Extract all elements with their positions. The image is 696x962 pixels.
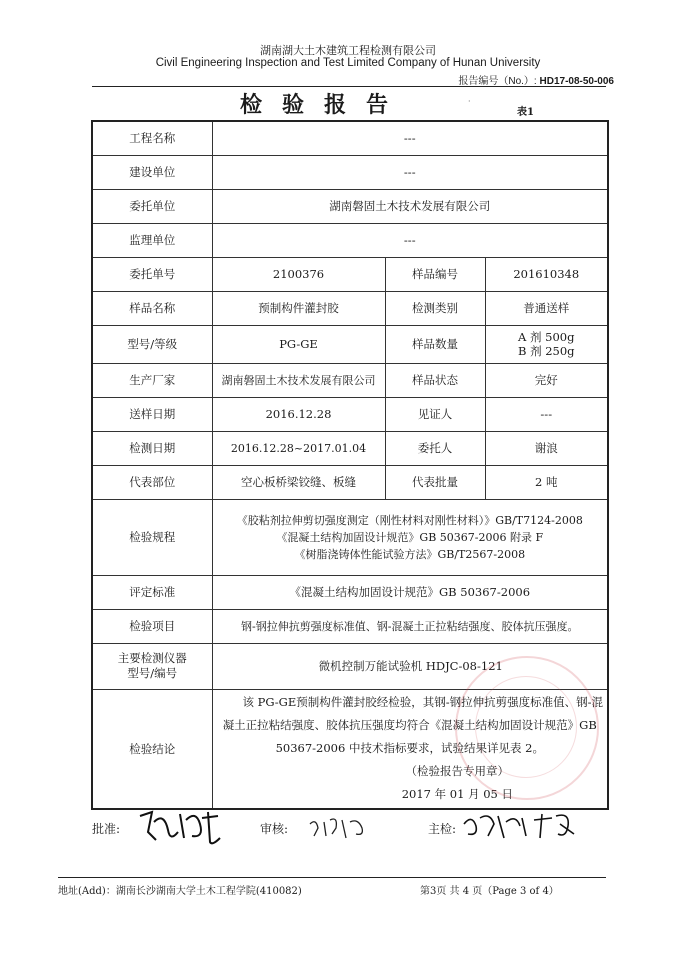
seal-note: （检验报告专用章）	[405, 764, 510, 779]
manufacturer-label: 生产厂家	[92, 363, 212, 397]
sample-quantity-label: 样品数量	[385, 325, 485, 363]
client-person-label: 委托人	[385, 431, 485, 465]
evaluation-standard-label: 评定标准	[92, 575, 212, 609]
order-no-label: 委托单号	[92, 257, 212, 291]
test-spec-label: 检验规程	[92, 499, 212, 575]
table-row	[92, 325, 608, 363]
table-row	[92, 363, 608, 397]
company-name-cn: 湖南湖大土木建筑工程检测有限公司	[260, 44, 436, 57]
sample-quantity-value	[485, 325, 608, 363]
review-signature	[306, 814, 372, 842]
table-row	[92, 257, 608, 291]
instruments-value: 微机控制万能试验机 HDJC-08-121	[212, 643, 608, 689]
supervision-unit-label: 监理单位	[92, 223, 212, 257]
test-date-value: 2016.12.28~2017.01.04	[212, 431, 385, 465]
table-row	[92, 643, 608, 689]
company-name-en: Civil Engineering Inspection and Test Limited Company of Hunan University	[155, 57, 541, 69]
table-row	[92, 121, 608, 155]
evaluation-standard-value: 《混凝土结构加固设计规范》GB 50367-2006	[212, 575, 608, 609]
table-row	[92, 291, 608, 325]
sample-no-value: 201610348	[485, 257, 608, 291]
table-row	[92, 575, 608, 609]
delivery-date-label: 送样日期	[92, 397, 212, 431]
conclusion-date: 2017 年 01 月 05 日	[401, 787, 514, 802]
test-items-value: 钢-钢拉伸抗剪强度标准值、钢-混凝土正拉粘结强度、胶体抗压强度。	[212, 609, 608, 643]
test-date-label: 检测日期	[92, 431, 212, 465]
inspection-table	[91, 120, 609, 810]
representative-part-value: 空心板桥梁铰缝、板缝	[212, 465, 385, 499]
table-row	[92, 609, 608, 643]
table-row	[92, 431, 608, 465]
test-label: 主检:	[428, 822, 457, 836]
table-number: 表1	[517, 107, 534, 118]
footer-page: 第3页 共 4 页（Page 3 of 4）	[420, 886, 559, 897]
test-items-label: 检验项目	[92, 609, 212, 643]
test-spec-line: 《混凝土结构加固设计规范》GB 50367-2006 附录 F	[276, 530, 544, 544]
review-label: 审核:	[260, 822, 289, 836]
sample-status-label: 样品状态	[385, 363, 485, 397]
footer-divider	[58, 877, 606, 878]
footer-address: 地址(Add)：湖南长沙湖南大学土木工程学院(410082)	[58, 886, 302, 897]
table-row	[92, 465, 608, 499]
project-name-value: ---	[212, 121, 608, 155]
test-signature	[460, 808, 578, 842]
representative-batch-value: 2 吨	[485, 465, 608, 499]
approve-label: 批准:	[92, 822, 121, 836]
representative-part-label: 代表部位	[92, 465, 212, 499]
sample-no-label: 样品编号	[385, 257, 485, 291]
representative-batch-label: 代表批量	[385, 465, 485, 499]
delivery-date-value: 2016.12.28	[212, 397, 385, 431]
sample-quantity-a: A 剂 500g	[518, 330, 575, 344]
table-row	[92, 689, 608, 809]
conclusion-value	[212, 689, 608, 809]
sample-name-value: 预制构件灌封胶	[212, 291, 385, 325]
conclusion-text: 该 PG-GE预制构件灌封胶经检验，其钢-钢拉伸抗剪强度标准值、钢-混凝土正拉粘结强度、胶体抗压强度均符合《混凝土结构加固设计规范》GB 50367-2006 中技术指标要求，试验结果详见表 2。	[222, 695, 604, 756]
sample-status-value: 完好	[485, 363, 608, 397]
sample-name-label: 样品名称	[92, 291, 212, 325]
conclusion-label: 检验结论	[92, 689, 212, 809]
report-title: 检验报告	[240, 93, 409, 118]
instruments-label-line1: 主要检测仪器	[117, 651, 187, 665]
client-person-value: 谢浪	[485, 431, 608, 465]
table-row	[92, 397, 608, 431]
test-category-label: 检测类别	[385, 291, 485, 325]
witness-label: 见证人	[385, 397, 485, 431]
report-number-value: HD17-08-50-006	[539, 76, 614, 87]
table-row	[92, 499, 608, 575]
report-number-label: 报告编号（No.）:	[458, 76, 537, 87]
test-category-value: 普通送样	[485, 291, 608, 325]
table-row	[92, 155, 608, 189]
supervision-unit-value: ---	[212, 223, 608, 257]
model-grade-value: PG-GE	[212, 325, 385, 363]
table-row	[92, 189, 608, 223]
manufacturer-value: 湖南磐固土木技术发展有限公司	[212, 363, 385, 397]
project-name-label: 工程名称	[92, 121, 212, 155]
model-grade-label: 型号/等级	[92, 325, 212, 363]
construction-unit-value: ---	[212, 155, 608, 189]
instruments-label	[92, 643, 212, 689]
test-spec-value	[212, 499, 608, 575]
client-unit-value: 湖南磐固土木技术发展有限公司	[212, 189, 608, 223]
witness-value: ---	[485, 397, 608, 431]
instruments-label-line2: 型号/编号	[127, 666, 178, 680]
client-unit-label: 委托单位	[92, 189, 212, 223]
scan-mark: ·	[468, 97, 471, 106]
table-row	[92, 223, 608, 257]
test-spec-line: 《胶粘剂拉伸剪切强度测定（刚性材料对刚性材料）》GB/T7124-2008	[236, 513, 583, 527]
approve-signature	[134, 802, 224, 848]
construction-unit-label: 建设单位	[92, 155, 212, 189]
report-number	[458, 72, 614, 87]
sample-quantity-b: B 剂 250g	[517, 344, 575, 358]
order-no-value: 2100376	[212, 257, 385, 291]
header-divider	[92, 86, 606, 87]
test-spec-line: 《树脂浇铸体性能试验方法》GB/T2567-2008	[294, 547, 526, 561]
